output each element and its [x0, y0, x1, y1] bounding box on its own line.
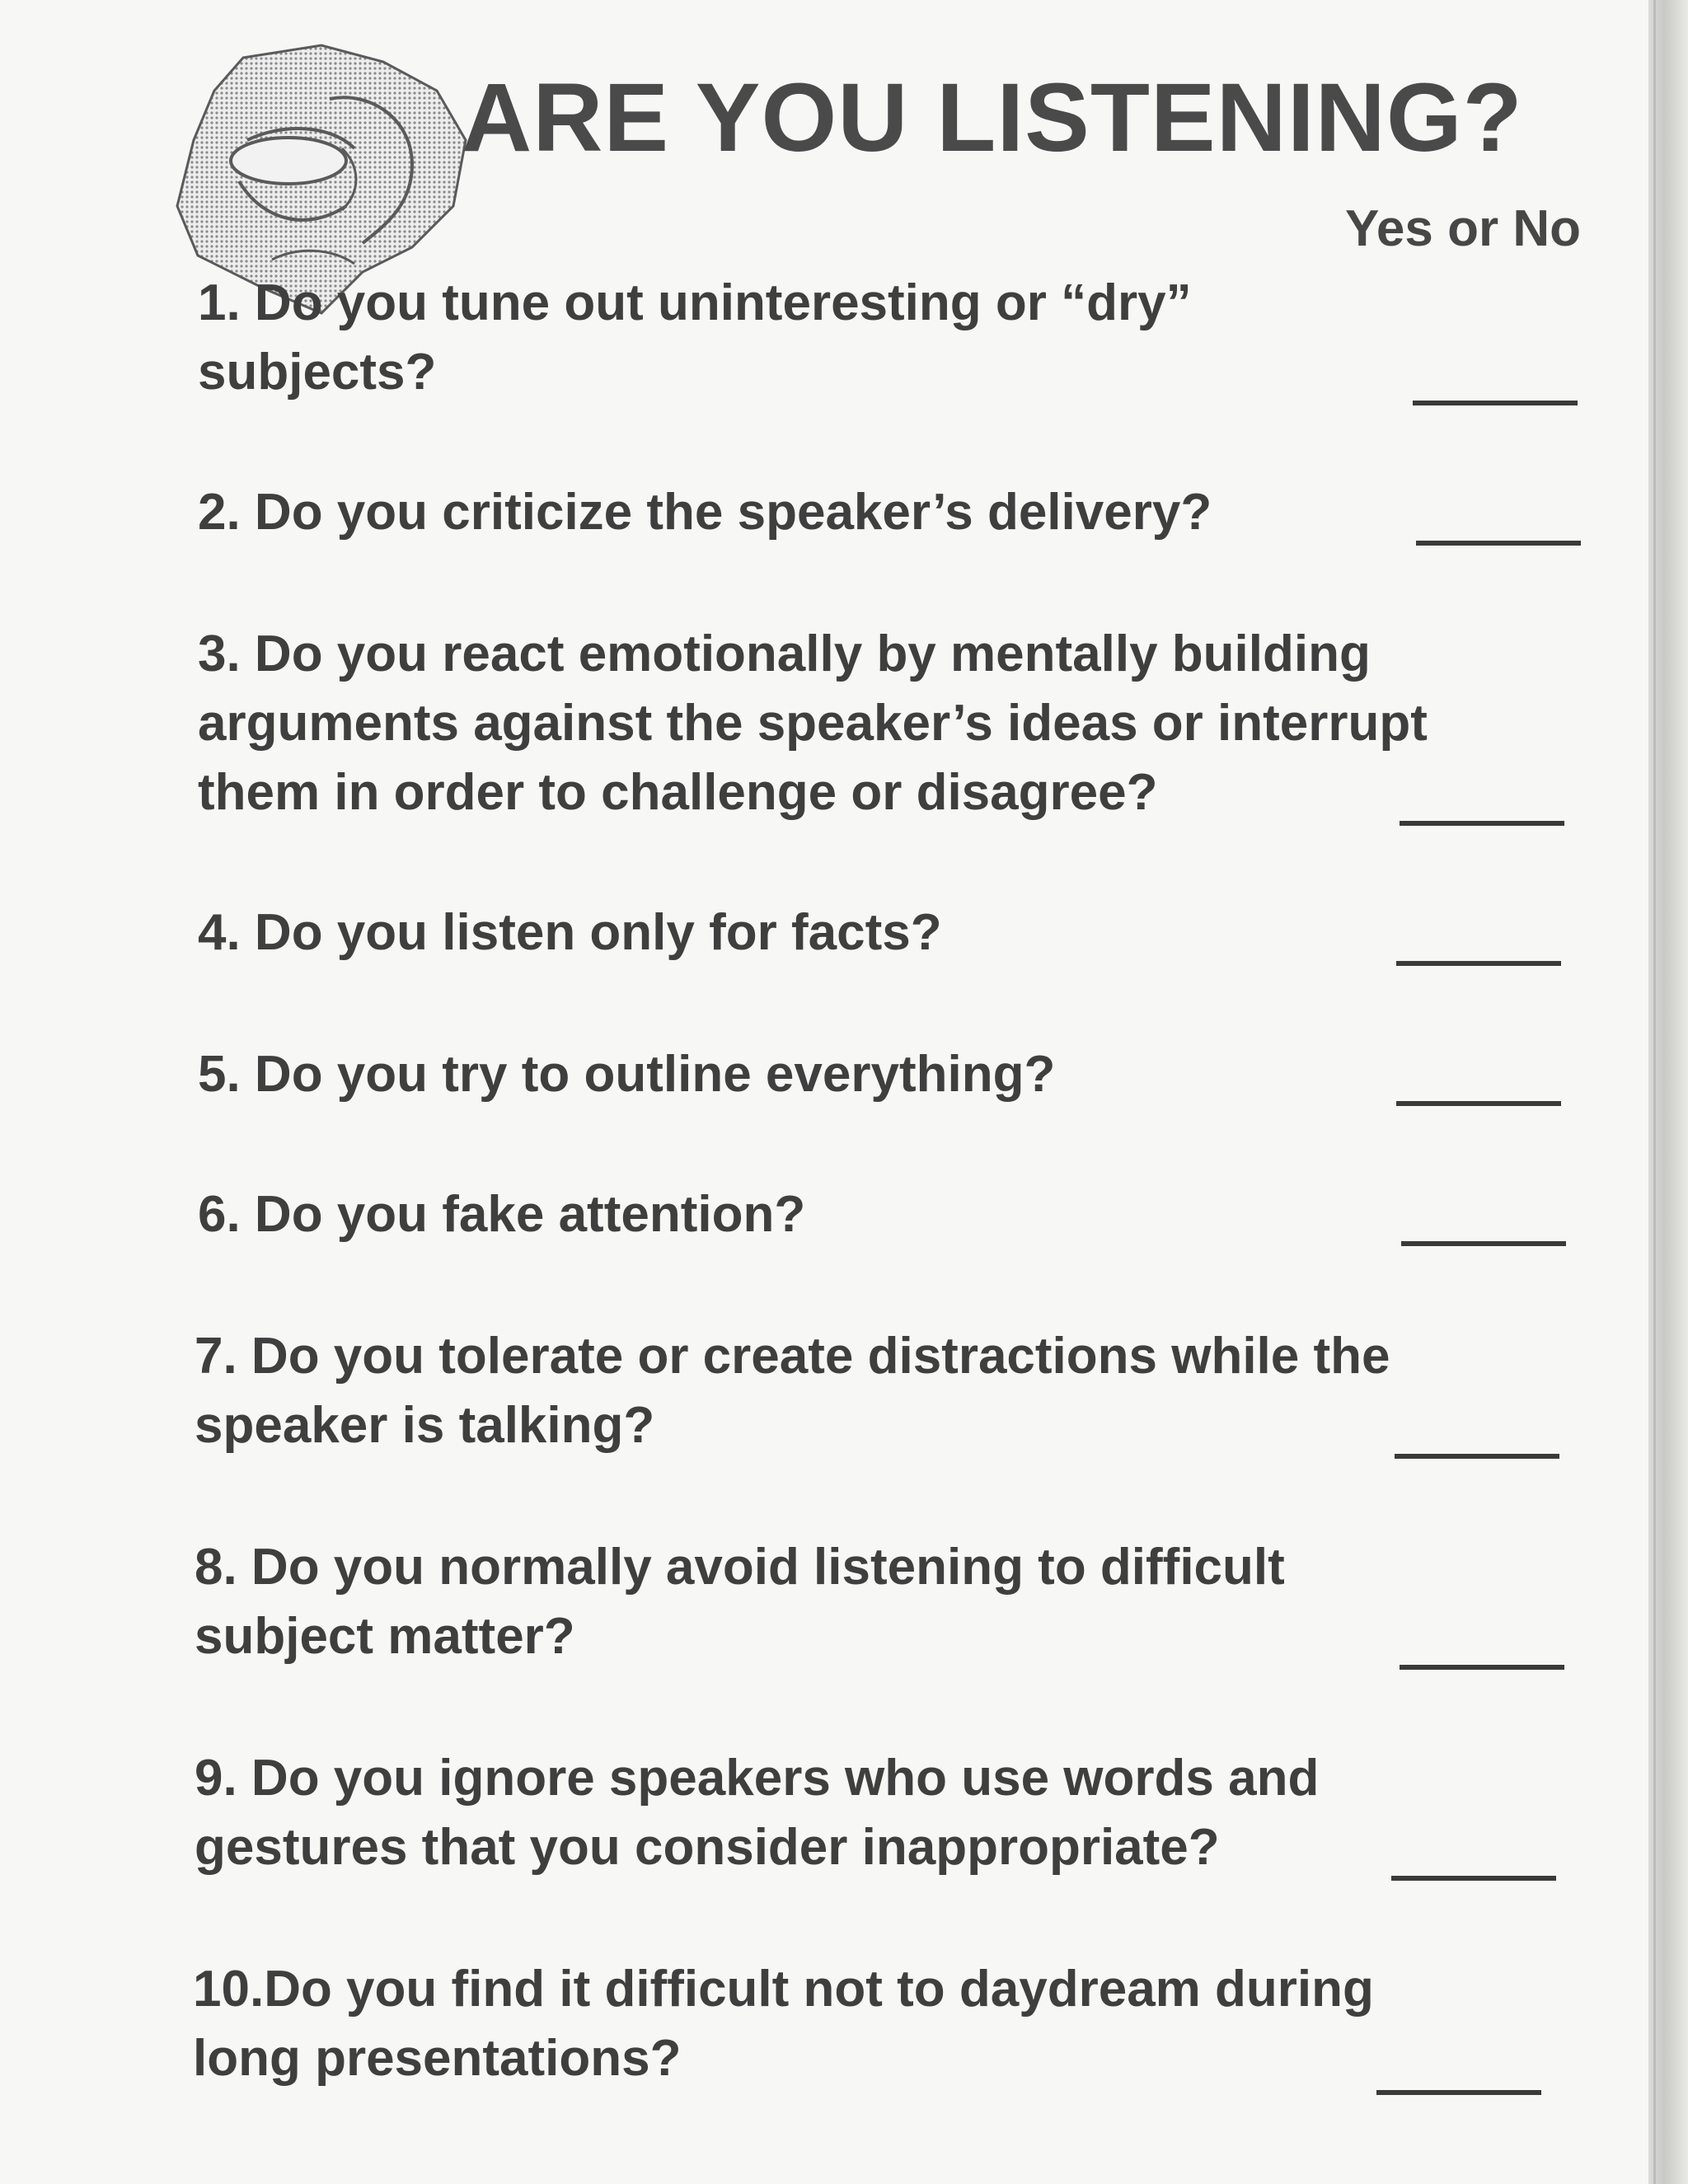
question-line: 5. Do you try to outline everything? — [198, 1046, 1056, 1103]
question-line: long presentations? — [193, 2030, 682, 2087]
question-8 — [195, 1533, 1285, 1671]
question-6 — [198, 1180, 805, 1249]
question-line: subjects? — [198, 344, 437, 401]
question-9 — [195, 1744, 1319, 1882]
question-line: 2. Do you criticize the speaker’s delivery? — [198, 484, 1212, 541]
question-line: 3. Do you react emotionally by mentally building — [198, 626, 1371, 682]
question-7 — [195, 1322, 1390, 1460]
answer-blank-10[interactable] — [1376, 2090, 1541, 2095]
question-line: 6. Do you fake attention? — [198, 1186, 806, 1243]
question-line: 9. Do you ignore speakers who use words and — [195, 1750, 1320, 1807]
question-line: subject matter? — [195, 1608, 575, 1665]
answer-blank-7[interactable] — [1395, 1454, 1559, 1459]
question-line: 10.Do you find it difficult not to daydream during — [193, 1961, 1374, 2018]
question-line: 4. Do you listen only for facts? — [198, 904, 942, 961]
question-line: 8. Do you normally avoid listening to difficult — [195, 1539, 1285, 1596]
answer-blank-1[interactable] — [1413, 401, 1578, 405]
answer-blank-5[interactable] — [1396, 1101, 1561, 1106]
question-line: 7. Do you tolerate or create distractions while the — [195, 1328, 1390, 1385]
yes-or-no-column-header: Yes or No — [1345, 200, 1581, 257]
answer-blank-9[interactable] — [1391, 1876, 1556, 1881]
answer-blank-4[interactable] — [1396, 961, 1561, 966]
page-edge-shadow — [1648, 0, 1688, 2184]
question-1 — [198, 269, 1192, 407]
question-line: 1. Do you tune out uninteresting or “dry” — [198, 274, 1192, 331]
answer-blank-3[interactable] — [1400, 821, 1564, 826]
question-3 — [198, 620, 1428, 827]
question-line: speaker is talking? — [195, 1397, 655, 1454]
question-5 — [198, 1040, 1055, 1109]
question-line: them in order to challenge or disagree? — [198, 764, 1158, 821]
question-2 — [198, 478, 1212, 547]
worksheet-title: ARE YOU LISTENING? — [462, 63, 1523, 172]
question-4 — [198, 898, 942, 968]
answer-blank-2[interactable] — [1416, 541, 1581, 546]
question-line: gestures that you consider inappropriate? — [195, 1819, 1220, 1876]
question-10 — [193, 1955, 1374, 2093]
question-line: arguments against the speaker’s ideas or interrupt — [198, 695, 1428, 752]
answer-blank-8[interactable] — [1400, 1665, 1564, 1670]
answer-blank-6[interactable] — [1401, 1241, 1566, 1246]
